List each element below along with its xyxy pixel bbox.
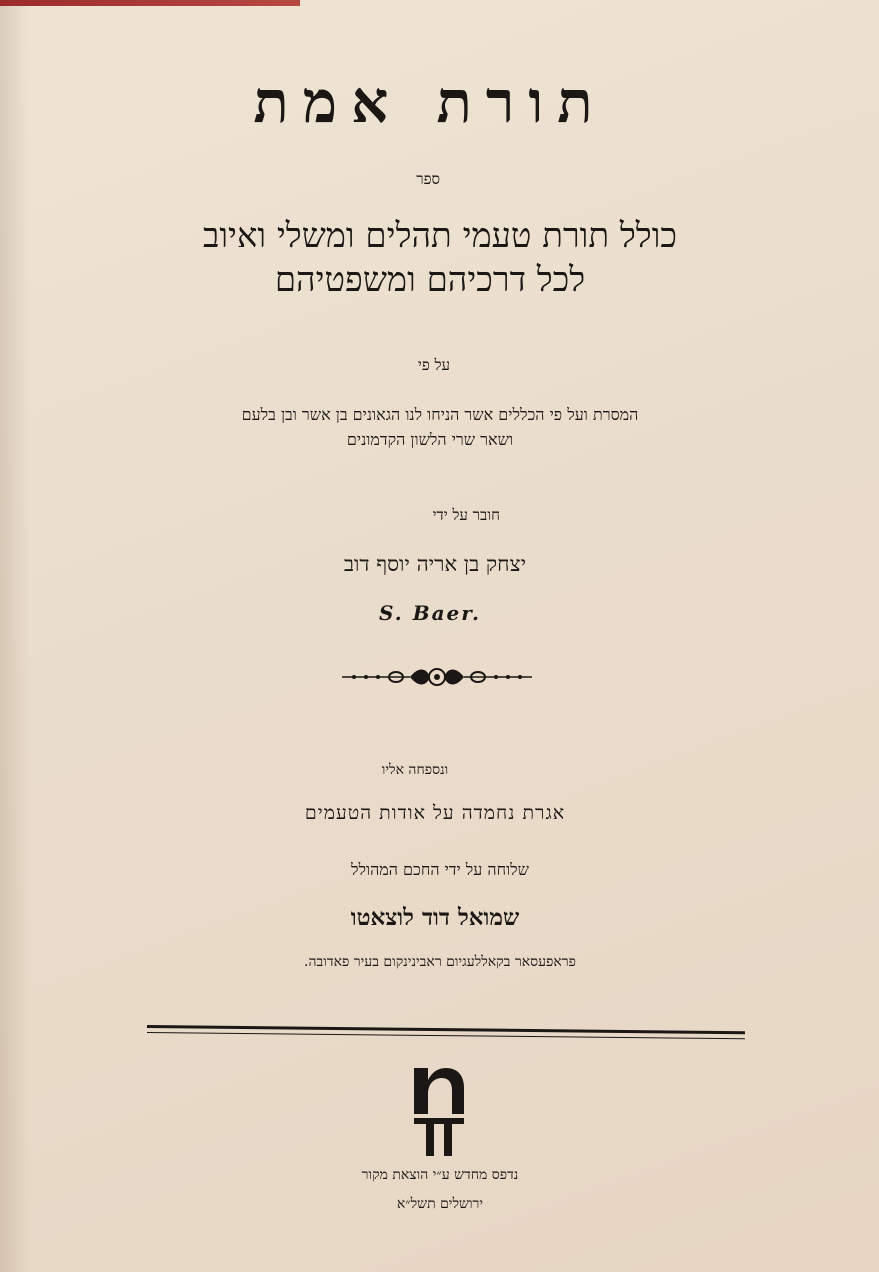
place-date-line: ירושלים תשל״א xyxy=(396,1196,484,1212)
composed-by-label: חובר על ידי xyxy=(432,506,500,524)
publisher-logo-icon xyxy=(408,1062,470,1160)
author-hebrew-name: יצחק בן אריה יוסף דוב xyxy=(343,552,527,576)
luzzatto-name: שמואל דוד לוצאטו xyxy=(350,904,520,931)
letter-title: אגרת נחמדה על אודות הטעמים xyxy=(304,802,566,824)
author-latin-name: S. Baer. xyxy=(379,601,481,625)
appended-label: ונספחה אליו xyxy=(381,762,449,778)
according-to-label: על פי xyxy=(417,356,450,374)
basis-line-2: ושאר שרי הלשון הקדמונים xyxy=(346,430,514,449)
reprint-line: נדפס מחדש ע״י הוצאת מקור xyxy=(361,1167,519,1183)
main-description-line-1: כולל תורת טעמי תהלים ומשלי ואיוב xyxy=(202,216,678,256)
basis-line-1: המסרת ועל פי הכללים אשר הניחו לנו הגאונים בן אשר ובן בלעם xyxy=(241,405,639,424)
spine-shadow xyxy=(0,0,30,1272)
book-title: תורת אמת xyxy=(253,68,607,136)
sent-by-label: שלוחה על ידי החכם המהולל xyxy=(351,860,529,879)
sefer-label: ספר xyxy=(416,170,440,188)
professor-line: פראפעסאר בקאללעגיום ראבינינקום בעיר פאדובה. xyxy=(304,954,576,970)
floral-divider-icon xyxy=(340,664,534,690)
main-description-line-2: לכל דרכיהם ומשפטיהם xyxy=(274,260,586,300)
cover-edge xyxy=(0,0,300,6)
